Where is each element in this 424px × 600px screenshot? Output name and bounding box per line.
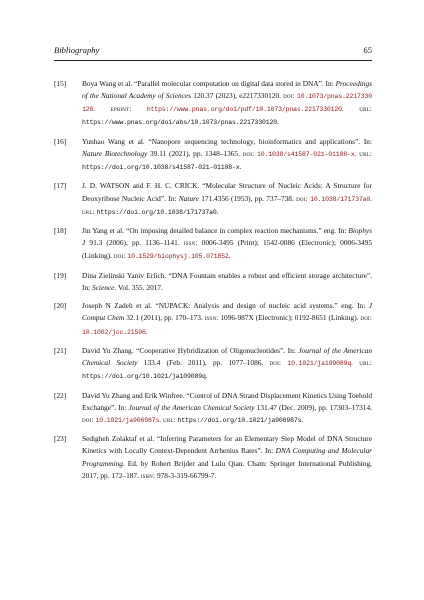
issn-value: 0006-3495 (Print); 1542-0086 (Electronic); 0006-3495 (Linking). [82,238,372,261]
reference-venue: Biophys J [82,226,372,248]
doi-link[interactable]: 10.1038/s41587-021-01108-x [257,150,355,158]
reference-entry [54,345,372,383]
doi-link[interactable]: 10.1021/ja906987s [95,416,160,424]
reference-authors-title: David Yu Zhang. “Cooperative Hybridization of Oligonucleotides”. In: [82,346,299,356]
url-link[interactable]: https://doi.org/10.1038/s41587-021-01108-x [82,163,240,171]
reference-text [82,136,372,174]
reference-authors-title: Dina Zielinski Yaniv Erlich. “DNA Fountain enables a robust and efficient storage architecture”. In: [82,270,372,292]
issn-value: 978-3-319-66799-7. [156,470,217,480]
url-label: . url: [159,416,178,424]
url-link[interactable]: https://doi.org/10.1038/171737a0 [96,208,217,216]
reference-text [82,180,372,218]
url-label: . url: [351,360,372,368]
doi-link[interactable]: 10.1021/ja109089q [287,360,352,368]
reference-text [82,345,372,383]
reference-number: [19] [54,270,67,280]
reference-entry [54,300,372,338]
reference-number: [22] [54,390,67,400]
reference-end: . [205,371,208,381]
reference-details: 39.11 (2021), pp. 1348–1365. [147,148,243,158]
reference-end: . [277,117,279,127]
url-link[interactable]: https://www.pnas.org/doi/abs/10.1073/pnas.2217330120 [82,119,278,127]
reference-text [82,225,372,263]
reference-number: [15] [54,79,67,88]
reference-entry [54,136,372,174]
reference-entry [54,78,372,129]
doi-link[interactable]: 10.1002/jcc.21596 [82,328,146,336]
reference-entry [54,390,372,427]
doi-label: doi: [296,195,311,203]
doi-label: doi: [82,416,96,424]
reference-venue: Science [92,282,115,292]
issn-value: 1096-987X (Electronic); 0192-8651 (Linking). [220,313,361,323]
reference-end: . [301,414,304,424]
reference-venue: Nature [178,193,199,203]
chapter-title: Bibliography [54,45,100,55]
reference-venue: Proceedings of the National Academy of Sciences [82,79,372,101]
reference-end: . [239,161,242,171]
doi-label: doi: [283,93,297,101]
reference-entry [54,180,372,218]
reference-authors-title: Sedigheh Zolaktaf et al. “Inferring Parameters for an Elementary Step Model of DNA Structure Kinetics with Locally Context-Dependent Arrhenius Rates”. In: [82,434,372,456]
reference-details: 120.37 (2023), e2217330120. [191,91,284,101]
reference-details: 131.47 (Dec. 2009), pp. 17303–17314. [254,402,372,412]
issn-label: isbn: [140,472,157,480]
eprint-label: . eprint: [93,106,147,114]
doi-link[interactable]: 10.1038/171737a0 [310,195,371,203]
reference-venue: Journal of the American Chemical Society [82,346,372,368]
url-link[interactable]: https://doi.org/10.1021/ja906987s [177,416,302,424]
reference-text [82,78,372,129]
doi-link[interactable]: 10.1073/pnas.2217330120 [82,93,372,114]
doi-link[interactable]: 10.1529/biophysj.105.071852 [127,253,229,261]
url-label: . url: [341,106,372,114]
eprint-link[interactable]: https://www.pnas.org/doi/pdf/10.1073/pnas.2217330120 [146,106,342,114]
reference-number: [20] [54,301,67,311]
url-label: . url: [82,195,372,216]
reference-authors-title: J. D. WATSON and F. H. C. CRICK. “Molecular Structure of Nucleic Acids: A Structure for Deoxyribose Nucleic Acid”. In: [82,181,372,203]
reference-number: [23] [54,434,67,444]
reference-venue: Nature Biotechnology [82,148,148,158]
reference-details: 133.4 (Feb. 2011), pp. 1077–1086. [137,358,270,368]
doi-label: doi: [269,360,288,368]
reference-authors-title: Jin Yang et al. “On imposing detailed balance in complex reaction mechanisms.” eng. In: [82,226,349,236]
url-label: . url: [354,150,372,158]
reference-number: [17] [54,181,67,191]
issn-label: issn: [204,315,221,323]
reference-list [54,78,372,489]
reference-venue: Journal of the American Chemical Society [128,402,255,412]
reference-venue: DNA Computing and Molecular Programming [82,446,372,468]
reference-authors-title: Joseph N Zadeh et al. “NUPACK: Analysis and design of nucleic acid systems.” eng. In: [82,301,369,311]
reference-text [82,300,372,338]
reference-details: 91.3 (2006), pp. 1136–1141. [85,238,184,248]
doi-label: doi: [113,253,128,261]
reference-details: 32.1 (2011), pp. 170–173. [124,313,205,323]
running-header [54,45,372,61]
reference-end: . [216,206,219,216]
url-link[interactable]: https://doi.org/10.1021/ja109089q [82,373,206,381]
reference-text [82,270,372,294]
reference-entry [54,270,372,294]
reference-details: 171.4356 (1953), pp. 737–738. [198,193,297,203]
reference-number: [16] [54,136,67,146]
reference-number: [18] [54,226,67,236]
doi-label: doi: [242,150,258,158]
reference-text [82,433,372,482]
reference-details: . Ed. by Robert Brijder and Lulu Qian. Cham: Springer International Publishing, 2017, pp. 172–187. [82,458,372,480]
reference-authors-title: Boya Wang et al. “Parallel molecular computation on digital data stored in DNA”. In: [82,79,336,88]
reference-end: . [145,326,148,336]
reference-authors-title: Yunhao Wang et al. “Nanopore sequencing technology, bioinformatics and applications”. In: [82,136,372,146]
reference-end: . [228,251,231,261]
issn-label: issn: [183,240,202,248]
page-number: 65 [363,45,372,55]
reference-entry [54,433,372,482]
doi-label: doi: [360,315,372,323]
reference-text [82,390,372,427]
reference-venue: J Comput Chem [82,301,372,323]
reference-authors-title: David Yu Zhang and Erik Winfree. “Control of DNA Strand Displacement Kinetics Using Toehold Exchange”. In: [82,390,372,412]
reference-details: . Vol. 355. 2017. [114,282,163,292]
reference-number: [21] [54,346,67,356]
reference-entry [54,225,372,263]
